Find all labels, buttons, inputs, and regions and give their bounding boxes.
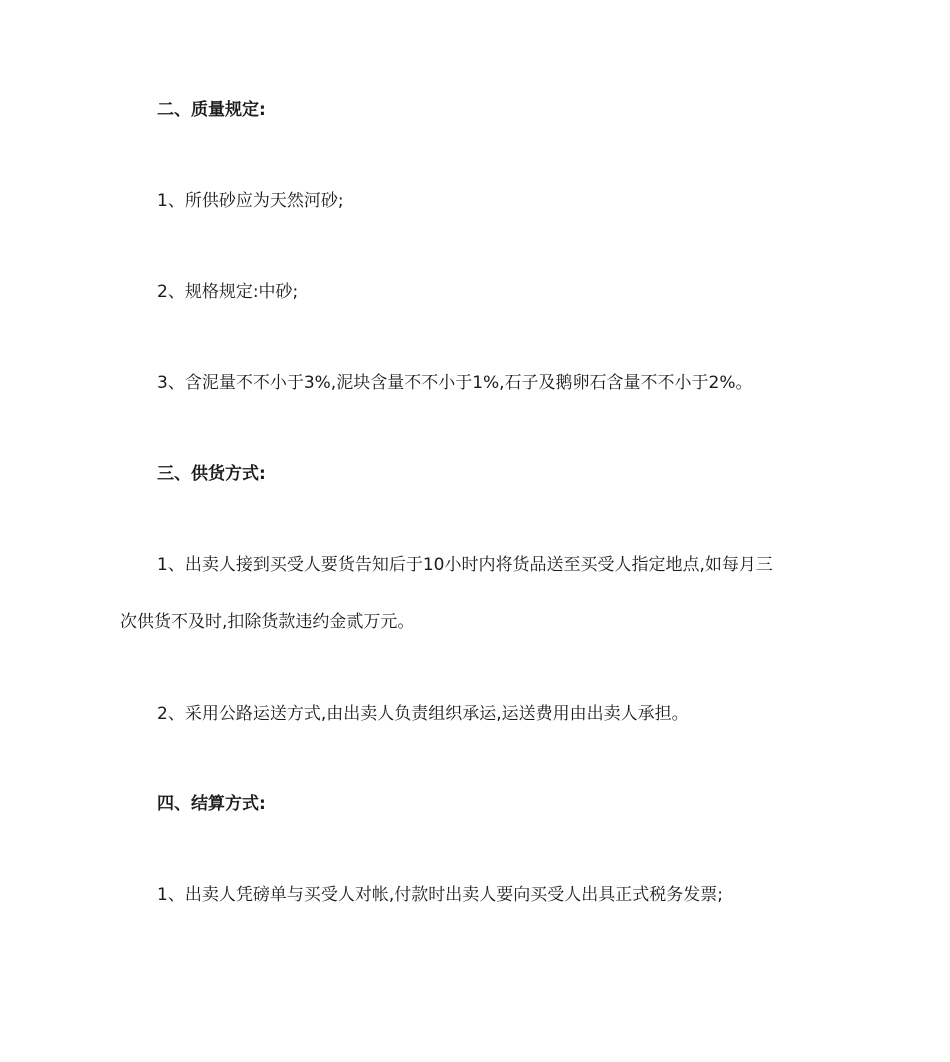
paragraph-quality-item-1: 1、所供砂应为天然河砂; [157, 191, 344, 211]
paragraph-settlement-item-1: 1、出卖人凭磅单与买受人对帐,付款时出卖人要向买受人出具正式税务发票; [157, 885, 723, 905]
paragraph-quality-item-3: 3、含泥量不不小于3%,泥块含量不不小于1%,石子及鹅卵石含量不不小于2%。 [157, 373, 753, 393]
paragraph-supply-item-1-line-2: 次供货不及时,扣除货款违约金贰万元。 [120, 612, 415, 632]
section-heading-supply: 三、供货方式: [157, 464, 266, 484]
paragraph-quality-item-2: 2、规格规定:中砂; [157, 282, 299, 302]
paragraph-supply-item-2: 2、采用公路运送方式,由出卖人负责组织承运,运送费用由出卖人承担。 [157, 704, 689, 724]
section-heading-quality: 二、质量规定: [157, 100, 266, 120]
paragraph-supply-item-1-line-1: 1、出卖人接到买受人要货告知后于10小时内将货品送至买受人指定地点,如每月三 [157, 555, 773, 575]
section-heading-settlement: 四、结算方式: [157, 794, 266, 814]
